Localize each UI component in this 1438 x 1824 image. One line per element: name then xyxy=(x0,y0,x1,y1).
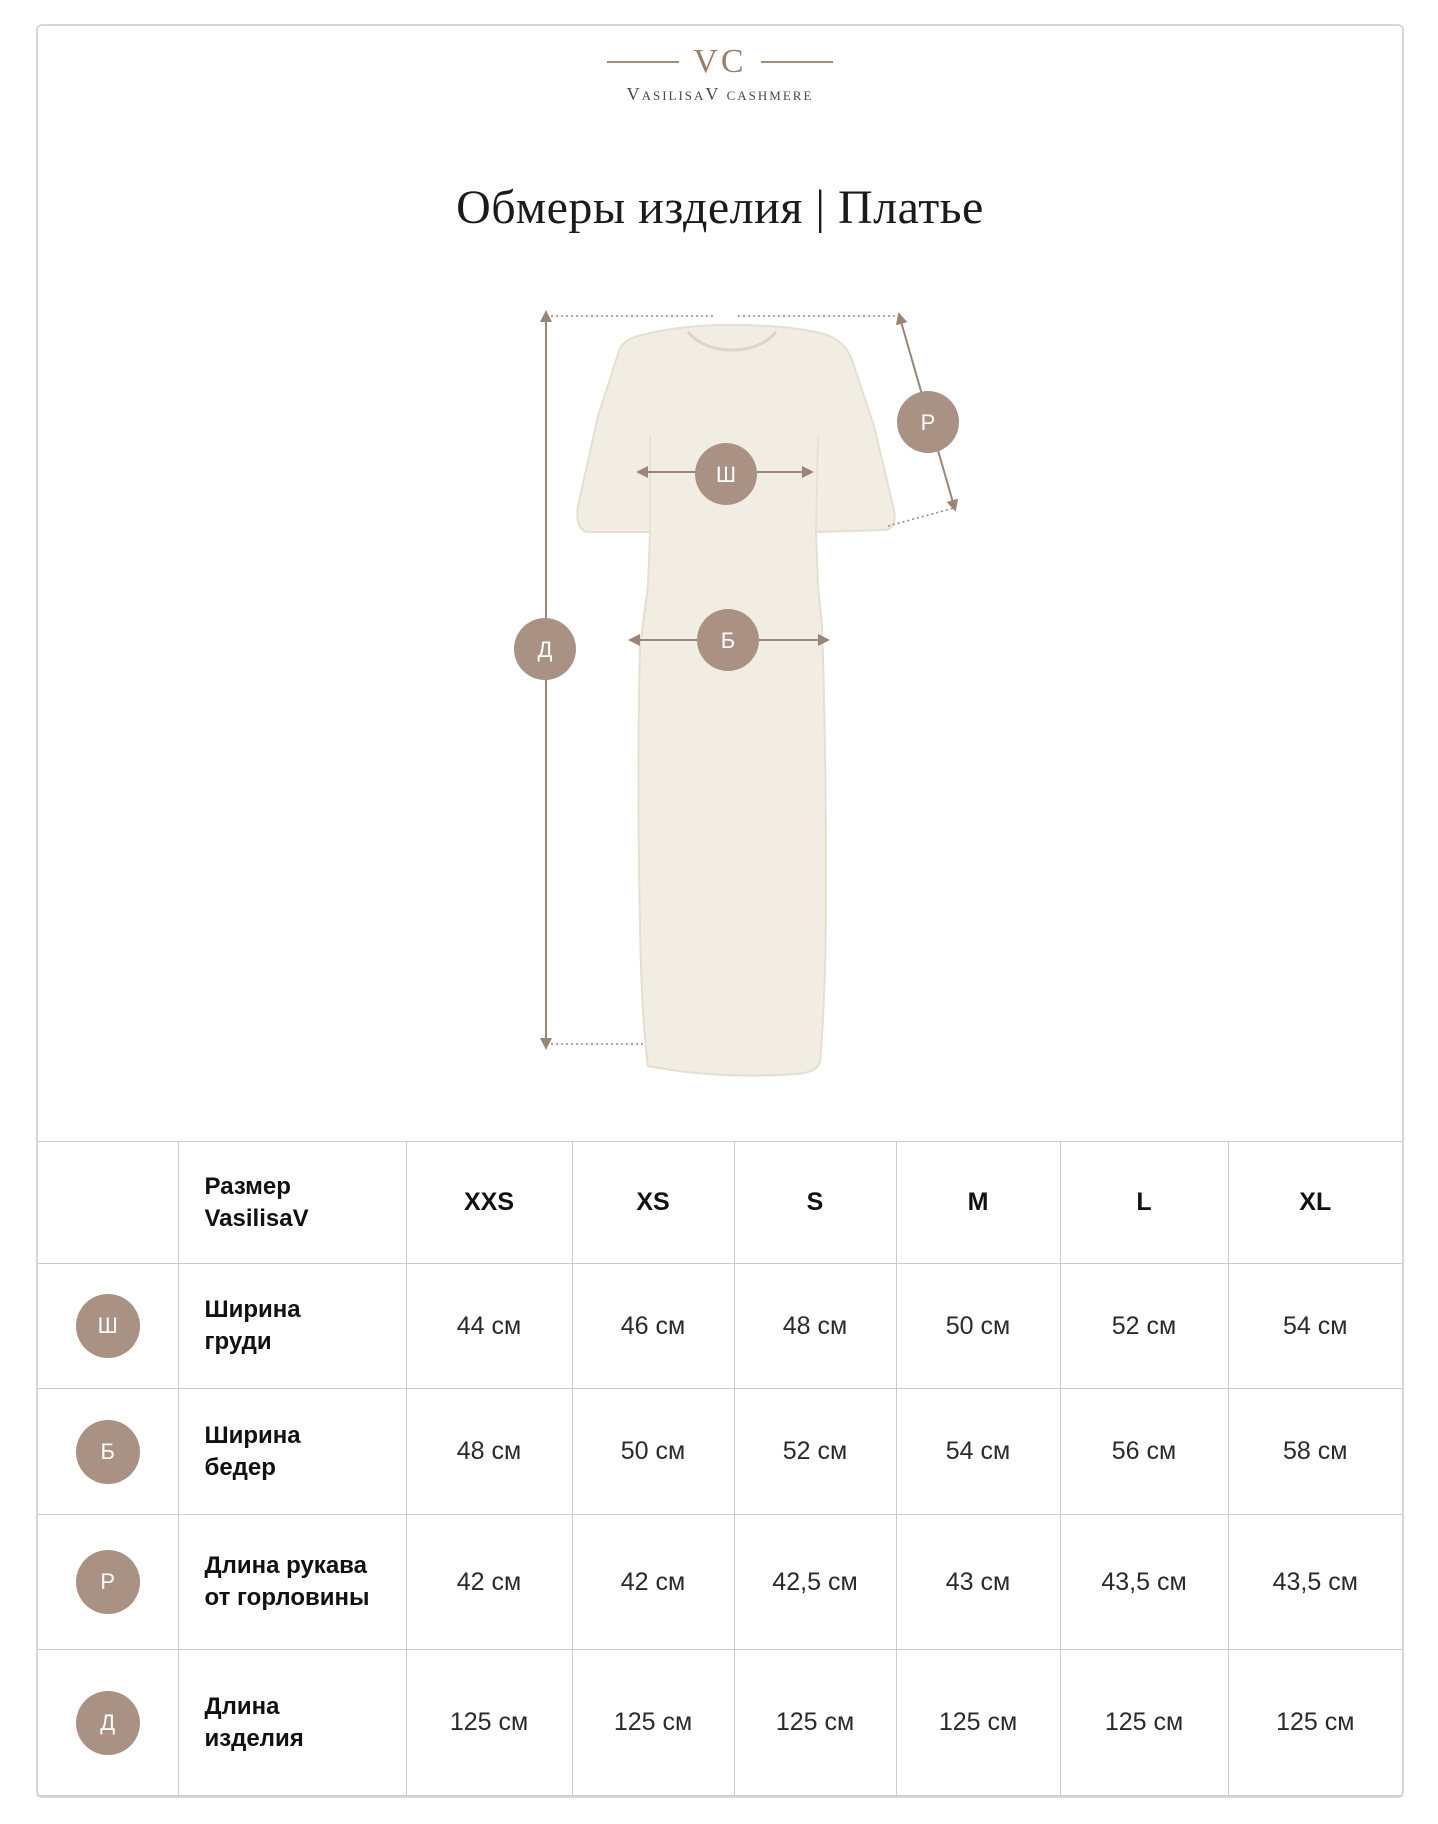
table-cell: 48 см xyxy=(734,1264,896,1389)
table-cell: 48 см xyxy=(406,1389,572,1515)
table-cell: 52 см xyxy=(1060,1264,1228,1389)
length-badge xyxy=(514,618,576,680)
sleeve-badge xyxy=(897,391,959,453)
size-header-xs: XS xyxy=(572,1142,734,1264)
brand-name: VasilisaV cashmere xyxy=(626,84,814,104)
row-label-hips xyxy=(178,1389,406,1515)
chest-row-badge: Ш xyxy=(76,1294,140,1358)
table-row-chest xyxy=(38,1264,1402,1389)
length-row-badge: Д xyxy=(76,1691,140,1755)
row-badge-cell xyxy=(38,1515,178,1650)
row-label-line2: от горловины xyxy=(204,1584,370,1611)
size-chart-card xyxy=(36,24,1404,1798)
table-cell: 43,5 см xyxy=(1060,1515,1228,1650)
table-cell: 125 см xyxy=(406,1650,572,1796)
row-label-line1: Длина рукава xyxy=(204,1552,367,1579)
row-label-line2: бедер xyxy=(204,1453,276,1481)
table-cell: 42 см xyxy=(406,1515,572,1650)
row-badge-cell xyxy=(38,1650,178,1796)
hips-badge-text: Б xyxy=(720,628,736,653)
header-size-label-line2: VasilisaV xyxy=(204,1204,309,1232)
table-cell: 125 см xyxy=(1228,1650,1402,1796)
table-cell: 54 см xyxy=(1228,1264,1402,1389)
table-header-row xyxy=(38,1142,1402,1264)
row-label-line1: Ширина xyxy=(204,1421,301,1449)
table-cell: 56 см xyxy=(1060,1389,1228,1515)
header-empty-cell xyxy=(38,1142,178,1264)
header-size-label-line1: Размер xyxy=(204,1172,291,1200)
table-cell: 50 см xyxy=(572,1389,734,1515)
row-badge-cell xyxy=(38,1264,178,1389)
table-cell: 125 см xyxy=(734,1650,896,1796)
table-cell: 125 см xyxy=(1060,1650,1228,1796)
table-cell: 54 см xyxy=(896,1389,1060,1515)
chest-badge xyxy=(695,443,757,505)
size-header-s: S xyxy=(734,1142,896,1264)
table-row-hips xyxy=(38,1389,1402,1515)
row-label-sleeve xyxy=(178,1515,406,1650)
hips-badge xyxy=(697,609,759,671)
table-cell: 42,5 см xyxy=(734,1515,896,1650)
dress-illustration xyxy=(577,325,894,1076)
logo-mark: VC xyxy=(693,43,747,80)
row-label-line1: Длина xyxy=(204,1692,280,1720)
table-cell: 44 см xyxy=(406,1264,572,1389)
table-row-length xyxy=(38,1650,1402,1796)
sleeve-guide-bottom xyxy=(888,508,954,526)
row-label-line1: Ширина xyxy=(204,1296,301,1323)
row-label-line2: изделия xyxy=(204,1724,304,1752)
table-cell: 52 см xyxy=(734,1389,896,1515)
size-table xyxy=(38,1141,1402,1796)
dress-diagram xyxy=(38,26,1406,1146)
length-badge-text: Д xyxy=(537,637,553,662)
row-label-line2: груди xyxy=(204,1328,272,1355)
row-badge-cell xyxy=(38,1389,178,1515)
dress-shape xyxy=(577,325,894,1076)
table-row-sleeve xyxy=(38,1515,1402,1650)
table-cell: 46 см xyxy=(572,1264,734,1389)
chest-badge-text: Ш xyxy=(715,462,737,487)
sleeve-badge-text: Р xyxy=(920,410,936,435)
table-cell: 125 см xyxy=(896,1650,1060,1796)
row-label-chest xyxy=(178,1264,406,1389)
table-cell: 125 см xyxy=(572,1650,734,1796)
page-title: Обмеры изделия | Платье xyxy=(456,181,984,234)
table-cell: 43 см xyxy=(896,1515,1060,1650)
table-cell: 50 см xyxy=(896,1264,1060,1389)
size-header-xxs: XXS xyxy=(406,1142,572,1264)
size-header-xl: XL xyxy=(1228,1142,1402,1264)
sleeve-row-badge: Р xyxy=(76,1550,140,1614)
size-header-l: L xyxy=(1060,1142,1228,1264)
table-cell: 58 см xyxy=(1228,1389,1402,1515)
header-size-label xyxy=(178,1142,406,1264)
table-cell: 42 см xyxy=(572,1515,734,1650)
row-label-length xyxy=(178,1650,406,1796)
size-header-m: M xyxy=(896,1142,1060,1264)
hips-row-badge: Б xyxy=(76,1420,140,1484)
table-cell: 43,5 см xyxy=(1228,1515,1402,1650)
